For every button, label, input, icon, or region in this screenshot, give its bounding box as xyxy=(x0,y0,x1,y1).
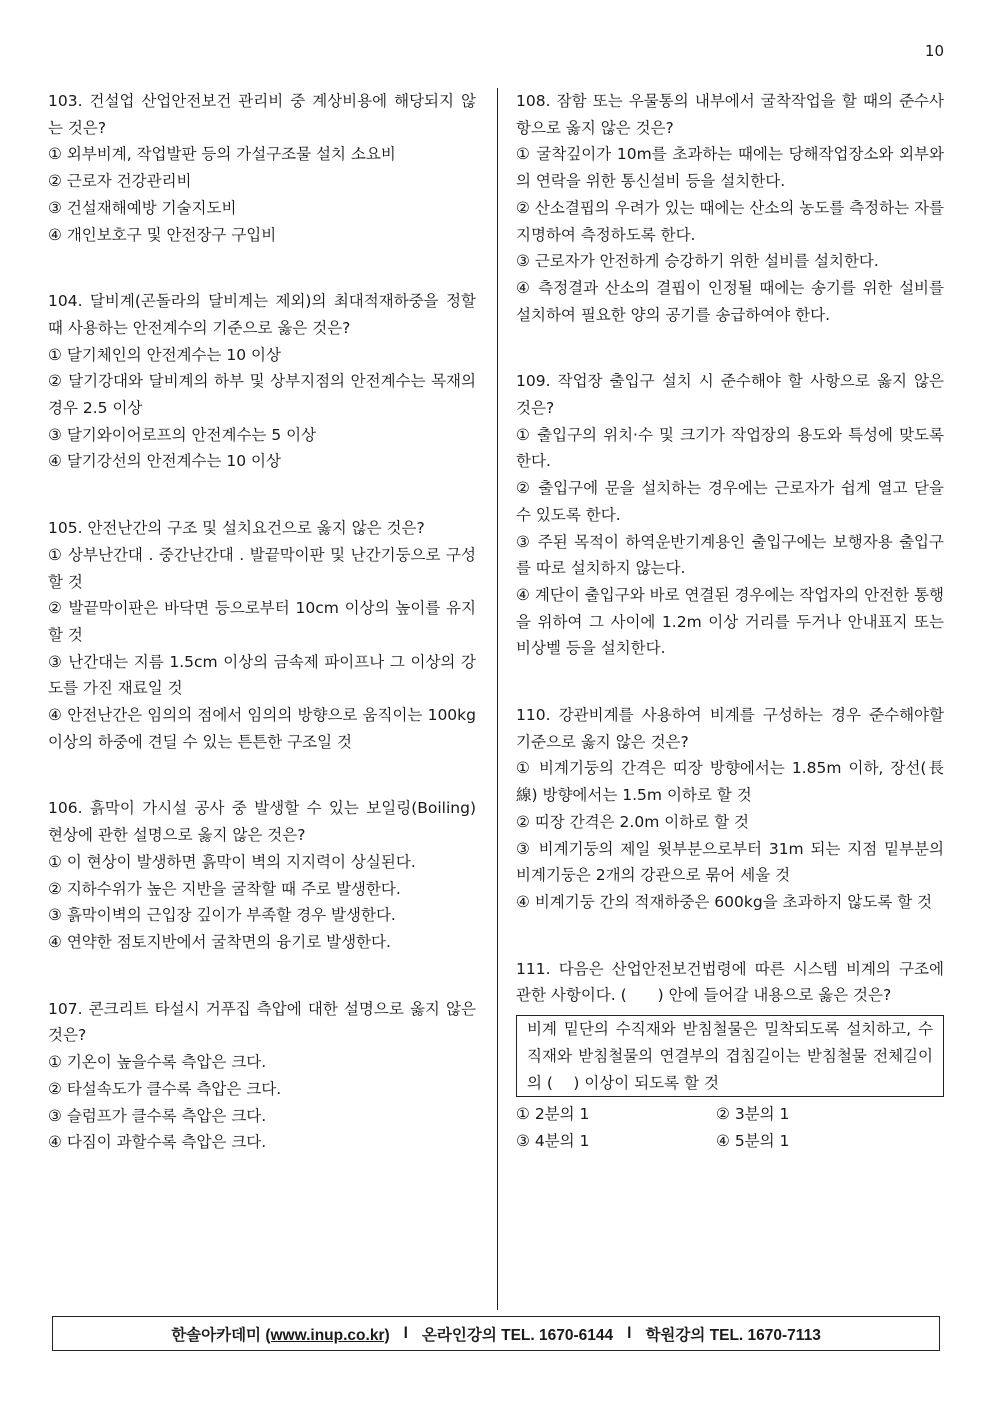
question-text xyxy=(516,368,944,421)
question-text xyxy=(48,515,476,542)
question-stem: 잠함 또는 우물통의 내부에서 굴착작업을 할 때의 준수사항으로 옳지 않은 것은? xyxy=(516,92,944,137)
question-stem: 콘크리트 타설시 거푸집 측압에 대한 설명으로 옳지 않은 것은? xyxy=(48,999,476,1045)
option-3: ③ 달기와이어로프의 안전계수는 5 이상 xyxy=(48,425,317,444)
option-3: ③ 비계기둥의 제일 윗부분으로부터 31m 되는 지점 밑부분의 비계기둥은 2개의 강관으로 묶어 세울 것 xyxy=(516,839,944,885)
option-1: ① 상부난간대 . 중간난간대 . 발끝막이판 및 난간기둥으로 구성할 것 xyxy=(48,545,476,591)
option-1: ① 2분의 1 xyxy=(516,1105,590,1124)
option-4: ④ 달기강선의 안전계수는 10 이상 xyxy=(48,452,282,471)
footer-academy xyxy=(171,1323,389,1345)
reference-box: 비계 밑단의 수직재와 받침철물은 밀착되도록 설치하고, 수직재와 받침철물의 연결부의 겹침길이는 받침철물 전체길이의 ( ) 이상이 되도록 할 것 xyxy=(516,1015,944,1097)
question-stem: 작업장 출입구 설치 시 준수해야 할 사항으로 옳지 않은 것은? xyxy=(516,372,944,418)
option-4: ④ 안전난간은 임의의 점에서 임의의 방향으로 움직이는 100kg 이상의 하중에 견딜 수 있는 튼튼한 구조일 것 xyxy=(48,706,476,751)
option-4: ④ 개인보호구 및 안전장구 구입비 xyxy=(48,225,277,244)
option-2: ② 타설속도가 클수록 측압은 크다. xyxy=(48,1079,282,1098)
question-stem: 달비계(곤돌라의 달비계는 제외)의 최대적재하중을 정할 때 사용하는 안전계수의 기준으로 옳은 것은? xyxy=(48,292,476,337)
option-1: ① 굴착깊이가 10m를 초과하는 때에는 당해작업장소와 외부와의 연락을 위한 통신설비 등을 설치한다. xyxy=(516,145,944,191)
academy-url[interactable]: (www.inup.co.kr) xyxy=(265,1326,390,1344)
question-number: 104. xyxy=(48,292,83,311)
question-text xyxy=(516,702,944,755)
question-number: 105. xyxy=(48,519,83,538)
column-divider xyxy=(497,88,498,1310)
question-111 xyxy=(516,956,944,1155)
option-1: ① 비계기둥의 간격은 띠장 방향에서는 1.85m 이하, 장선(長線) 방향에서는 1.5m 이하로 할 것 xyxy=(516,759,944,805)
option-1: ① 달기체인의 안전계수는 10 이상 xyxy=(48,345,282,364)
option-2: ② 3분의 1 xyxy=(716,1105,790,1124)
question-text xyxy=(48,288,476,341)
option-3: ③ 주된 목적이 하역운반기계용인 출입구에는 보행자용 출입구를 따로 설치하지 않는다. xyxy=(516,532,944,578)
option-2: ② 달기강대와 달비계의 하부 및 상부지점의 안전계수는 목재의 경우 2.5 이상 xyxy=(48,372,476,418)
question-107 xyxy=(48,996,476,1156)
option-3: ③ 흙막이벽의 근입장 깊이가 부족할 경우 발생한다. xyxy=(48,906,396,925)
question-text xyxy=(516,88,944,141)
footer-online: 온라인강의 TEL. 1670-6144 xyxy=(421,1326,614,1344)
option-2: ② 띠장 간격은 2.0m 이하로 할 것 xyxy=(516,812,749,831)
option-2: ② 발끝막이판은 바닥면 등으로부터 10cm 이상의 높이를 유지할 것 xyxy=(48,599,476,644)
question-number: 111. xyxy=(516,959,551,978)
question-number: 106. xyxy=(48,799,83,818)
question-106 xyxy=(48,795,476,955)
question-text xyxy=(48,996,476,1049)
question-text xyxy=(516,956,944,1009)
page-number: 10 xyxy=(924,42,944,60)
question-number: 103. xyxy=(48,92,83,110)
option-3: ③ 슬럼프가 클수록 측압은 크다. xyxy=(48,1106,267,1125)
option-4: ④ 연약한 점토지반에서 굴착면의 융기로 발생한다. xyxy=(48,932,391,951)
option-3: ③ 난간대는 지름 1.5cm 이상의 금속제 파이프나 그 이상의 강도를 가진 재료일 것 xyxy=(48,652,476,698)
option-2: ② 근로자 건강관리비 xyxy=(48,172,192,191)
question-stem: 건설업 산업안전보건 관리비 중 계상비용에 해당되지 않는 것은? xyxy=(48,92,476,137)
footer-separator: l xyxy=(627,1324,632,1342)
option-3: ③ 건설재해예방 기술지도비 xyxy=(48,198,237,217)
question-108 xyxy=(516,88,944,328)
right-column xyxy=(516,88,944,1155)
question-103 xyxy=(48,88,476,248)
question-105 xyxy=(48,515,476,755)
question-text xyxy=(48,795,476,848)
option-1: ① 외부비계, 작업발판 등의 가설구조물 설치 소요비 xyxy=(48,145,396,164)
footer-offline: 학원강의 TEL. 1670-7113 xyxy=(645,1326,821,1344)
option-3: ③ 4분의 1 xyxy=(516,1131,590,1150)
question-number: 108. xyxy=(516,92,551,110)
option-1: ① 이 현상이 발생하면 흙막이 벽의 지지력이 상실된다. xyxy=(48,852,416,871)
question-number: 107. xyxy=(48,999,83,1018)
question-number: 110. xyxy=(516,706,551,725)
option-2: ② 산소결핍의 우려가 있는 때에는 산소의 농도를 측정하는 자를 지명하여 측정하도록 한다. xyxy=(516,198,944,244)
option-4: ④ 계단이 출입구와 바로 연결된 경우에는 작업자의 안전한 통행을 위하여 그 사이에 1.2m 이상 거리를 두거나 안내표지 또는 비상벨 등을 설치한다. xyxy=(516,585,944,658)
footer-separator: l xyxy=(403,1324,408,1342)
question-104 xyxy=(48,288,476,475)
question-stem: 강관비계를 사용하여 비계를 구성하는 경우 준수해야할 기준으로 옳지 않은 것은? xyxy=(516,706,944,751)
question-109 xyxy=(516,368,944,662)
option-2: ② 지하수위가 높은 지반을 굴착할 때 주로 발생한다. xyxy=(48,879,401,898)
option-1: ① 기온이 높을수록 측압은 크다. xyxy=(48,1053,267,1072)
option-1: ① 출입구의 위치·수 및 크기가 작업장의 용도와 특성에 맞도록 한다. xyxy=(516,425,944,471)
question-text xyxy=(48,88,476,141)
option-4: ④ 5분의 1 xyxy=(716,1131,790,1150)
academy-name: 한솔아카데미 xyxy=(171,1326,262,1344)
options-grid xyxy=(516,1101,944,1154)
option-4: ④ 다짐이 과할수록 측압은 크다. xyxy=(48,1133,267,1152)
left-column xyxy=(48,88,476,1156)
question-number: 109. xyxy=(516,372,551,391)
question-stem: 흙막이 가시설 공사 중 발생할 수 있는 보일링(Boiling) 현상에 관한 설명으로 옳지 않은 것은? xyxy=(48,799,476,845)
question-stem: 안전난간의 구조 및 설치요건으로 옳지 않은 것은? xyxy=(87,519,425,538)
option-2: ② 출입구에 문을 설치하는 경우에는 근로자가 쉽게 열고 닫을 수 있도록 한다. xyxy=(516,479,944,524)
option-4: ④ 비계기둥 간의 적재하중은 600kg을 초과하지 않도록 할 것 xyxy=(516,892,933,911)
footer xyxy=(52,1316,940,1351)
question-110 xyxy=(516,702,944,916)
question-stem: 다음은 산업안전보건법령에 따른 시스템 비계의 구조에 관한 사항이다. ( ) 안에 들어갈 내용으로 옳은 것은? xyxy=(516,959,944,1005)
option-3: ③ 근로자가 안전하게 승강하기 위한 설비를 설치한다. xyxy=(516,252,879,271)
option-4: ④ 측정결과 산소의 결핍이 인정될 때에는 송기를 위한 설비를 설치하여 필요한 양의 공기를 송급하여야 한다. xyxy=(516,278,944,324)
